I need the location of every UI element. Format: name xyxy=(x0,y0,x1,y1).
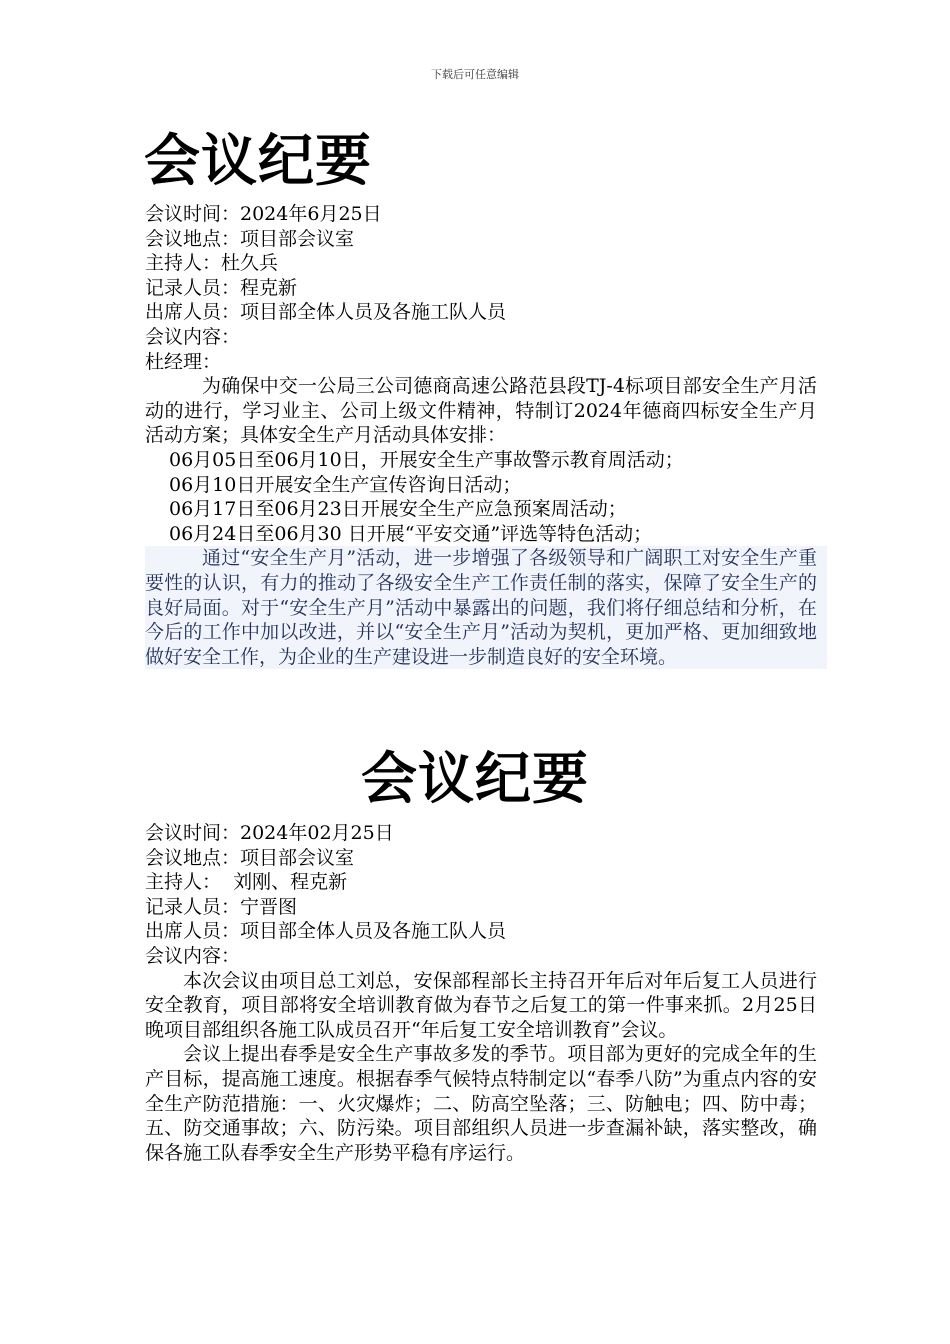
meta-recorder: 记录人员：宁晋图 xyxy=(145,895,298,918)
intro-paragraph: 为确保中交一公局三公司德商高速公路范县段TJ-4标项目部安全生产月活动的进行，学习业主、公司上级文件精神，特制订2024年德商四标安全生产月活动方案；具体安全生产月活动具体安排： xyxy=(145,375,817,447)
meta-content-label: 会议内容： xyxy=(145,325,241,348)
meta-host: 主持人： 刘刚、程克新 xyxy=(145,871,348,894)
content-paragraph: 本次会议由项目总工刘总，安保部程部长主持召开年后对年后复工人员进行安全教育，项目部将安全培训教育做为春节之后复工的第一件事来抓。2月25日晚项目部组织各施工队成员召开“年后复工安全培训教育”会议。 xyxy=(145,969,817,1041)
minutes-2-body xyxy=(145,821,817,1165)
meta-attendees: 出席人员：项目部全体人员及各施工队人员 xyxy=(145,301,507,324)
meta-time: 会议时间：2024年6月25日 xyxy=(145,203,382,225)
summary-paragraph: 通过“安全生产月”活动，进一步增强了各级领导和广阔职工对安全生产重要性的认识，有力的推动了各级安全生产工作责任制的落实，保障了安全生产的良好局面。对于“安全生产月”活动中暴露出的问题，我们将仔细总结和分析，在今后的工作中加以改进，并以“安全生产月”活动为契机，更加严格、更加细致地做好安全工作，为企业的生产建设进一步制造良好的安全环境。 xyxy=(145,546,827,669)
schedule-item: 06月17日至06月23日开展安全生产应急预案周活动； xyxy=(169,498,627,521)
meta-recorder: 记录人员：程克新 xyxy=(145,276,298,299)
schedule-item: 06月05日至06月10日，开展安全生产事故警示教育周活动； xyxy=(169,448,684,471)
meta-location: 会议地点：项目部会议室 xyxy=(145,846,355,869)
meta-attendees: 出席人员：项目部全体人员及各施工队人员 xyxy=(145,920,507,943)
header-note: 下载后可任意编辑 xyxy=(431,68,519,81)
meta-content-label: 会议内容： xyxy=(145,944,241,967)
schedule-item: 06月24日至06月30 日开展“平安交通”评选等特色活动； xyxy=(169,522,653,545)
minutes-1-body xyxy=(145,202,817,669)
meta-host: 主持人：杜久兵 xyxy=(145,252,279,275)
minutes-1-title: 会议纪要 xyxy=(144,129,372,194)
content-paragraph: 会议上提出春季是安全生产事故多发的季节。项目部为更好的完成全年的生产目标，提高施工速度。根据春季气候特点特制定以“春季八防”为重点内容的安全生产防范措施：一、火灾爆炸；二、防高空坠落；三、防触电；四、防中毒；五、防交通事故；六、防污染。项目部组织人员进一步查漏补缺，落实整改，确保各施工队春季安全生产形势平稳有序运行。 xyxy=(145,1043,817,1164)
meta-location: 会议地点：项目部会议室 xyxy=(145,227,355,250)
minutes-2-title: 会议纪要 xyxy=(361,747,589,812)
schedule-item: 06月10日开展安全生产宣传咨询日活动； xyxy=(169,473,522,496)
speaker-label: 杜经理： xyxy=(145,350,222,373)
meta-time: 会议时间：2024年02月25日 xyxy=(145,822,394,844)
